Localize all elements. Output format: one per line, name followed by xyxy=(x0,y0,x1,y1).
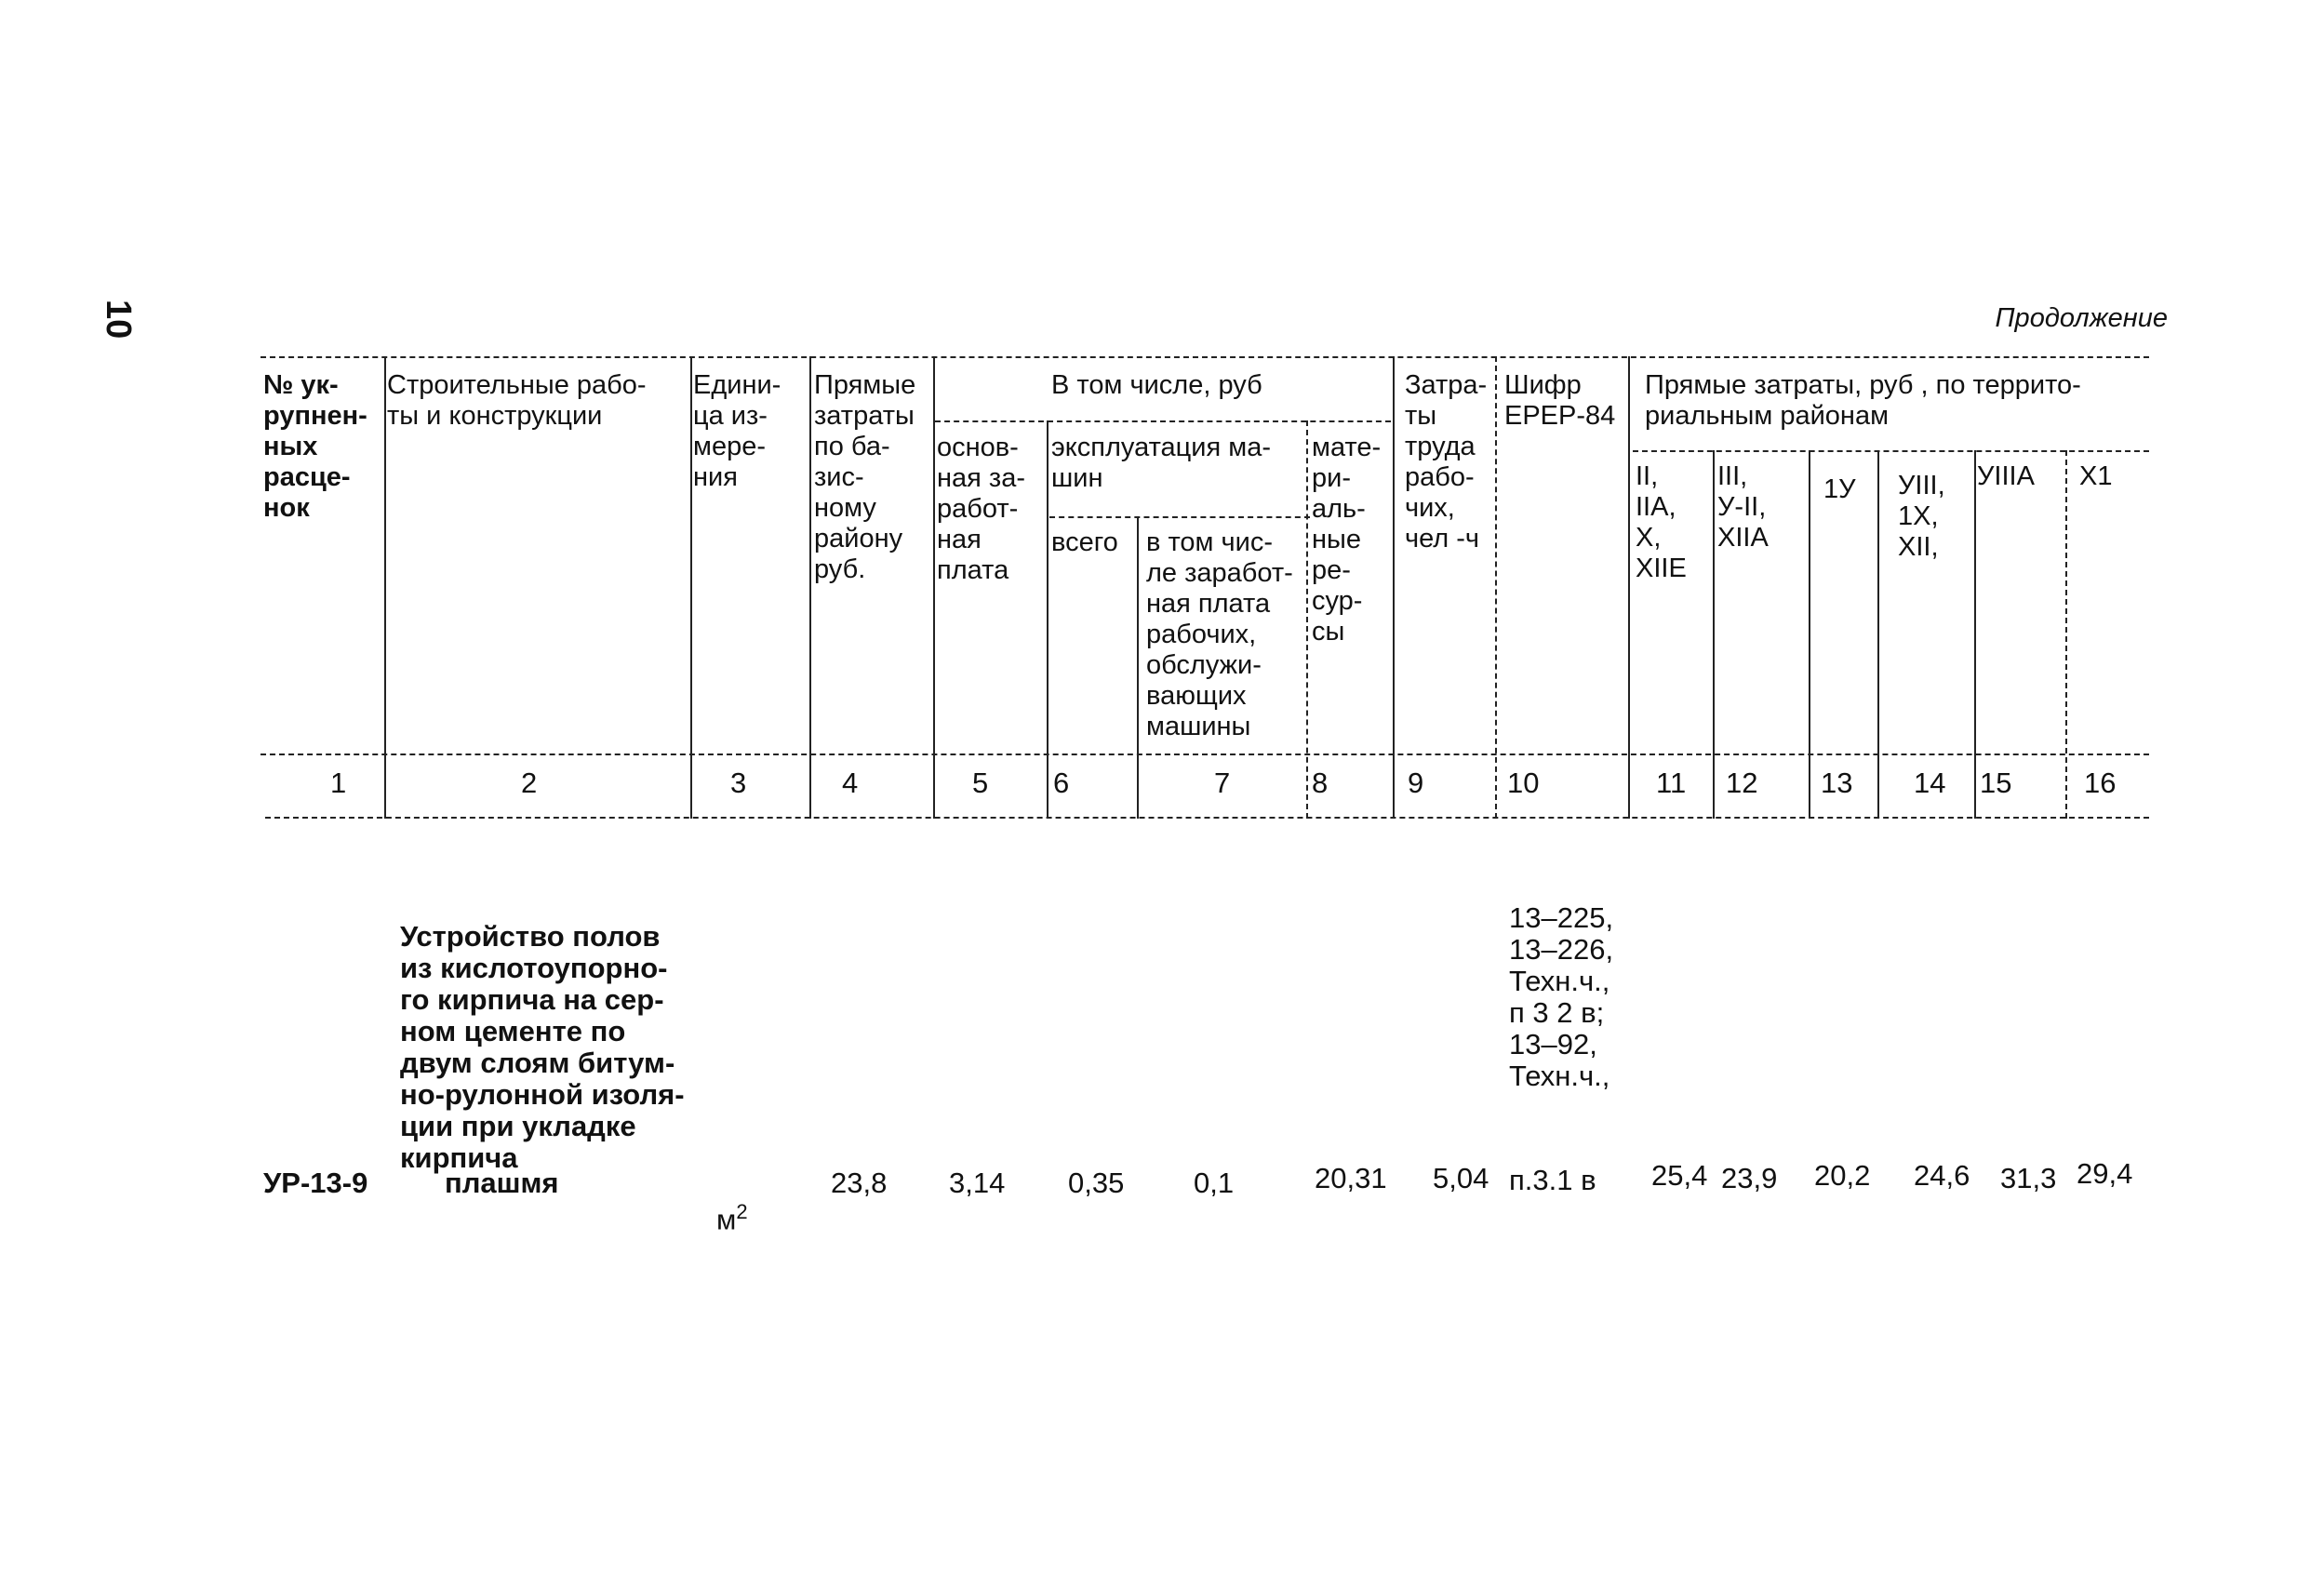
column-number: 10 xyxy=(1507,767,1540,799)
header-region-12: III, У-II, XIIA xyxy=(1717,461,1769,553)
header-base-wage: основ- ная за- работ- ная плата xyxy=(937,433,1025,585)
entry-unit-base: м xyxy=(716,1203,737,1236)
column-number: 16 xyxy=(2084,767,2117,799)
col-divider xyxy=(1974,450,1976,819)
header-region-14: УIII, 1X, XII, xyxy=(1898,471,1945,562)
col-divider xyxy=(1495,356,1497,819)
column-number: 12 xyxy=(1726,767,1758,799)
entry-unit xyxy=(716,1165,748,1235)
column-number: 3 xyxy=(730,767,747,799)
column-number: 13 xyxy=(1821,767,1853,799)
ekspl-sub-rule xyxy=(1049,516,1310,518)
column-number: 6 xyxy=(1053,767,1070,799)
col-divider xyxy=(1137,516,1139,819)
col-divider xyxy=(690,356,692,819)
header-region-13: 1У xyxy=(1823,474,1856,504)
header-region-11: II, IIA, X, XIIE xyxy=(1636,461,1687,583)
entry-machines-total: 0,35 xyxy=(1068,1167,1125,1199)
entry-unit-sup: 2 xyxy=(736,1200,748,1223)
header-machines-wage: в том чис- ле заработ- ная плата рабочих, обслужи- вающих машины xyxy=(1146,527,1293,741)
column-number: 4 xyxy=(842,767,859,799)
col-divider xyxy=(1809,450,1810,819)
entry-region-cost: 20,2 xyxy=(1814,1159,1871,1192)
col-divider xyxy=(1306,420,1308,819)
page-number: 10 xyxy=(99,300,138,340)
col-divider xyxy=(809,356,811,819)
header-region-15: УIIIA xyxy=(1977,461,2035,491)
entry-region-cost: 31,3 xyxy=(2000,1162,2057,1194)
entry-region-cost: 25,4 xyxy=(1651,1159,1708,1192)
column-number: 1 xyxy=(330,767,347,799)
column-number: 15 xyxy=(1980,767,2012,799)
col-divider xyxy=(1628,356,1630,819)
col-divider xyxy=(1047,420,1048,819)
column-number: 9 xyxy=(1408,767,1424,799)
entry-machines-wage: 0,1 xyxy=(1194,1167,1235,1199)
entry-code-refs: 13–225, 13–226, Техн.ч., п 3 2 в; 13–92, Техн.ч., xyxy=(1509,901,1614,1092)
header-labor: Затра- ты труда рабо- чих, чел -ч xyxy=(1405,370,1488,553)
column-number: 11 xyxy=(1656,767,1687,799)
continuation-label: Продолжение xyxy=(1995,303,2168,333)
column-number: 8 xyxy=(1312,767,1329,799)
column-number: 2 xyxy=(521,767,538,799)
header-works: Строительные рабо- ты и конструкции xyxy=(387,370,647,431)
col-divider xyxy=(1393,356,1395,819)
region-sub-rule xyxy=(1633,450,2149,452)
header-machines: эксплуатация ма- шин xyxy=(1051,433,1271,493)
header-code: Шифр ЕРЕР-84 xyxy=(1504,370,1616,431)
header-bottom-rule xyxy=(260,753,2149,755)
header-materials: мате- ри- аль- ные ре- сур- сы xyxy=(1312,433,1382,647)
entry-base-wage: 3,14 xyxy=(949,1167,1006,1199)
entry-code: УР-13-9 xyxy=(263,1167,368,1199)
group-sub-rule xyxy=(935,420,1391,422)
entry-direct-cost: 23,8 xyxy=(831,1167,888,1199)
entry-region-cost: 24,6 xyxy=(1914,1159,1970,1192)
column-number: 5 xyxy=(972,767,989,799)
col-divider xyxy=(384,356,386,819)
entry-region-cost: 23,9 xyxy=(1721,1162,1778,1194)
header-machines-total: всего xyxy=(1051,527,1118,557)
header-item-number: № ук- рупнен- ных расце- нок xyxy=(263,370,367,523)
column-number: 14 xyxy=(1914,767,1946,799)
col-divider xyxy=(1877,450,1879,819)
column-number: 7 xyxy=(1214,767,1231,799)
header-group-incl: В том числе, руб xyxy=(1051,370,1262,400)
col-divider xyxy=(1713,450,1715,819)
entry-subitem: плашмя xyxy=(445,1167,559,1199)
entry-materials: 20,31 xyxy=(1315,1162,1387,1194)
entry-region-cost: 29,4 xyxy=(2077,1157,2133,1190)
col-divider xyxy=(2065,450,2067,819)
header-direct-cost: Прямые затраты по ба- зис- ному району руб. xyxy=(814,370,916,584)
header-region-16: X1 xyxy=(2079,461,2113,491)
header-top-rule xyxy=(260,356,2149,358)
col-divider xyxy=(933,356,935,819)
entry-description: Устройство полов из кислотоупорно- го кирпича на сер- ном цементе по двум слоям битум- но-рулонной изоля- ции при укладке кирпича xyxy=(400,920,685,1174)
header-unit: Едини- ца из- мере- ния xyxy=(693,370,781,492)
header-region-group: Прямые затраты, руб , по террито- риальным районам xyxy=(1645,370,2081,431)
entry-code-last: п.3.1 в xyxy=(1509,1164,1596,1196)
entry-labor: 5,04 xyxy=(1433,1162,1489,1194)
numbers-bottom-rule xyxy=(265,817,2149,819)
